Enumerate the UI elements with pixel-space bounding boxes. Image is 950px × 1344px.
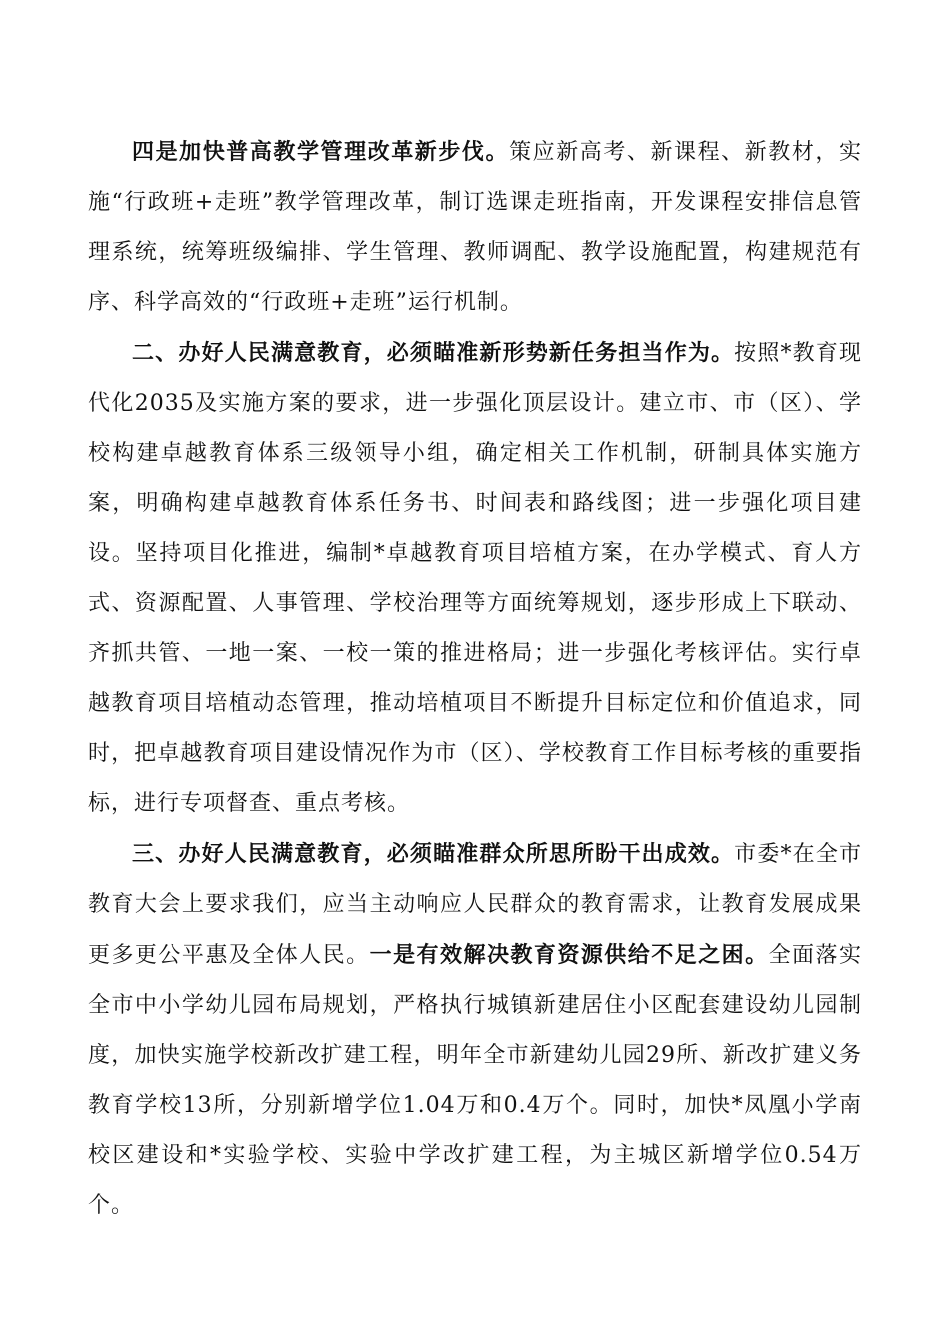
paragraph-new-situation: [88, 328, 862, 829]
document-body: [88, 127, 862, 1231]
paragraph-lead: 四是加快普高教学管理改革新步伐。: [132, 139, 510, 165]
paragraph-text-2: 全面落实全市中小学幼儿园布局规划，严格执行城镇新建居住小区配套建设幼儿园制度，加快实施学校新改扩建工程，明年全市新建幼儿园29所、新改扩建义务教育学校13所，分别新增学位1.04万和0.4万个。同时，加快*凤凰小学南校区建设和*实验学校、实验中学改扩建工程，为主城区新增学位0.54万个。: [88, 943, 862, 1218]
paragraph-public-needs: [88, 829, 862, 1231]
paragraph-text: 按照*教育现代化2035及实施方案的要求，进一步强化顶层设计。建立市、市（区）、学校构建卓越教育体系三级领导小组，确定相关工作机制，研制具体实施方案，明确构建卓越教育体系任务书、时间表和路线图；进一步强化项目建设。坚持项目化推进，编制*卓越教育项目培植方案，在办学模式、育人方式、资源配置、人事管理、学校治理等方面统筹规划，逐步形成上下联动、齐抓共管、一地一案、一校一策的推进格局；进一步强化考核评估。实行卓越教育项目培植动态管理，推动培植项目不断提升目标定位和价值追求，同时，把卓越教育项目建设情况作为市（区）、学校教育工作目标考核的重要指标，进行专项督查、重点考核。: [88, 341, 862, 816]
paragraph-lead: 三、办好人民满意教育，必须瞄准群众所思所盼干出成效。: [132, 841, 735, 867]
paragraph-sublead: 一是有效解决教育资源供给不足之困。: [369, 942, 769, 968]
paragraph-text: 策应新高考、新课程、新教材，实施“行政班+走班”教学管理改革，制订选课走班指南，开发课程安排信息管理系统，统筹班级编排、学生管理、教师调配、教学设施配置，构建规范有序、科学高效的“行政班+走班”运行机制。: [88, 140, 862, 315]
paragraph-lead: 二、办好人民满意教育，必须瞄准新形势新任务担当作为。: [132, 340, 735, 366]
paragraph-text: 市委*在全市教育大会上要求我们，应当主动响应人民群众的教育需求，让教育发展成果更多更公平惠及全体人民。: [88, 842, 862, 968]
paragraph-reform-step: [88, 127, 862, 328]
